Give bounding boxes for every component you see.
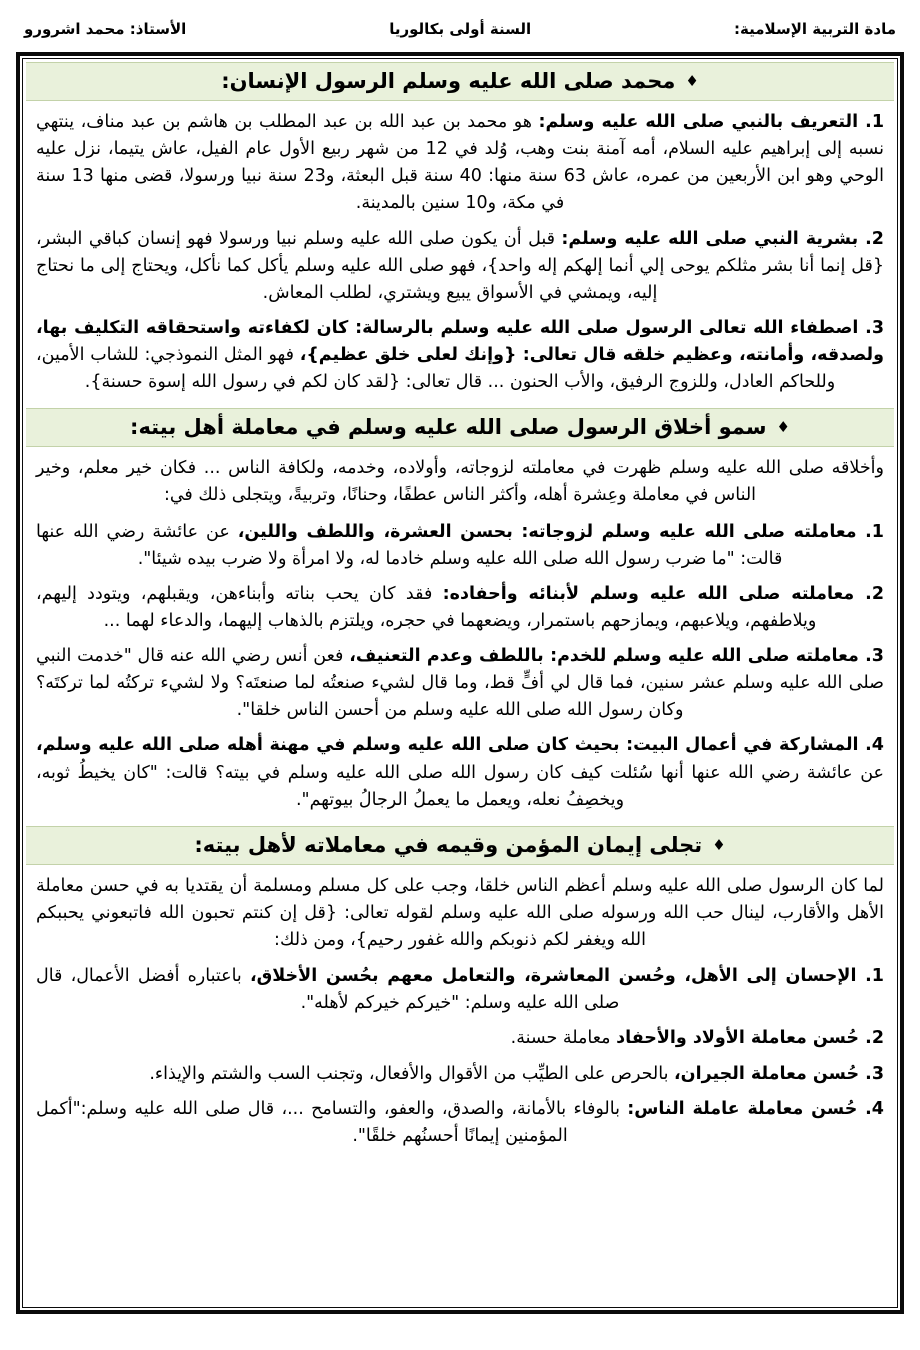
list-item [36, 109, 884, 218]
list-item [36, 1025, 884, 1052]
item-text: فقد كان يحب بناته وأبناءهن، ويقبلهم، ويتودد إليهم، ويلاطفهم، ويلاعبهم، ويمازحهم باستمرار، ويضعهما في حجره، ويلتزم بالذهاب إليهما، والدعاء لهما ... [36, 583, 817, 631]
item-text: بالوفاء بالأمانة، والصدق، والعفو، والتسامح ...، قال صلى الله عليه وسلم:"أكمل المؤمنين إيمانًا أحسنُهم خلقًا". [36, 1098, 620, 1146]
item-lead: التعريف بالنبي صلى الله عليه وسلم: [538, 112, 859, 132]
section-2-title-bar [26, 408, 894, 447]
item-lead: حُسن معاملة الأولاد والأحفاد [616, 1028, 860, 1049]
item-lead: اصطفاء الله تعالى الرسول صلى الله عليه وسلم بالرسالة: كان لكفاءته واستحقاقه التكليف بها، ولصدقه، وأمانته، وعظيم خلقه قال تعالى: {وإنك لعلى خلق عظيم}، [36, 317, 884, 365]
item-text: فهو المثل النموذجي: للشاب الأمين، وللحاكم العادل، وللزوج الرفيق، والأب الحنون ... قال تعالى: {لقد كان لكم في رسول الله إسوة حسنة}. [36, 345, 836, 393]
document-frame-inner [22, 58, 898, 1308]
document-frame [16, 52, 904, 1314]
section-3-intro: لما كان الرسول صلى الله عليه وسلم أعظم الناس خلقا، وجب على كل مسلم ومسلمة أن يقتديا به في حسن معاملة الأهل والأقارب، لينال حب الله ورسوله صلى الله عليه وسلم لقوله تعالى: {قل إن كنتم تحبون الله فاتبعوني يحببكم الله ويغفر لكم ذنوبكم والله غفور رحيم}، ومن ذلك: [36, 875, 884, 950]
section-1-items [36, 109, 884, 396]
section-2-content [23, 455, 897, 814]
section-2-intro: وأخلاقه صلى الله عليه وسلم ظهرت في معاملته لزوجاته، وأولاده، وخدمه، ولكافة الناس ... فكان خير معلم، وخير الناس في معاملة وعِشرة أهله، وأكثر الناس عطفًا، وحنانًا، وتربيةً، ويتجلى ذلك في: [36, 458, 884, 506]
section-1-content [23, 109, 897, 396]
diamond-icon: ♦ [712, 835, 726, 854]
list-item [36, 315, 884, 396]
page-header [24, 20, 896, 38]
teacher-label: الأستاذ: محمد اشرورو [24, 20, 187, 38]
subject-label: مادة التربية الإسلامية: [734, 20, 896, 38]
list-item [36, 1096, 884, 1150]
item-lead: بشرية النبي صلى الله عليه وسلم: [561, 228, 859, 249]
section-3-title: تجلى إيمان المؤمن وقيمه في معاملاته لأهل بيته: [194, 832, 703, 857]
grade-label: السنة أولى بكالوريا [389, 20, 532, 38]
section-2-items [36, 519, 884, 814]
item-text: عن عائشة رضي الله عنها أنها سُئلت كيف كان رسول الله صلى الله عليه وسلم في بيته؟ قالت: "كان يخيطُ ثوبه، ويخصِفُ نعله، ويعمل ما يعملُ الرجالُ بيوتهم". [36, 762, 884, 810]
section-1-title-bar [26, 62, 894, 101]
item-lead: معاملته صلى الله عليه وسلم لأبنائه وأحفاده: [442, 583, 855, 604]
item-text: فعن أنس رضي الله عنه قال "خدمت النبي صلى الله عليه وسلم عشر سنين، فما قال لي أفٍّ قط، وما قال لشيء صنعتُه لما صنعتَه؟ ولا لشيء تركتُه لما تركتَه؟ وكان رسول الله صلى الله عليه وسلم من أحسن الناس خلقا". [36, 646, 884, 721]
section-2-title: سمو أخلاق الرسول صلى الله عليه وسلم في معاملة أهل بيته: [130, 415, 767, 440]
list-item [36, 1061, 884, 1088]
list-item [36, 732, 884, 813]
diamond-icon: ♦ [685, 72, 699, 90]
list-item [36, 581, 884, 635]
list-item [36, 963, 884, 1017]
section-3-title-bar [26, 826, 894, 865]
item-lead: حُسن معاملة الجيران، [674, 1063, 860, 1084]
item-lead: المشاركة في أعمال البيت: بحيث كان صلى الله عليه وسلم في مهنة أهله صلى الله عليه وسلم، [36, 735, 859, 756]
item-lead: معاملته صلى الله عليه وسلم لزوجاته: بحسن العشرة، واللطف واللين، [237, 521, 857, 542]
section-3-items [36, 963, 884, 1150]
section-3-content [23, 873, 897, 1150]
item-lead: معاملته صلى الله عليه وسلم للخدم: باللطف وعدم التعنيف، [349, 646, 859, 666]
item-text: قبل أن يكون صلى الله عليه وسلم نبيا ورسولا فهو إنسان كباقي البشر، {قل إنما أنا بشر مثلكم يوحى إلي أنما إلهكم إله واحد}، فهو صلى الله عليه وسلم يأكل كما نأكل، ويحتاج إلى ما نحتاج إليه، ويمشي في الأسواق يبيع ويشتري، لطلب المعاش. [36, 228, 884, 303]
item-text: باعتباره أفضل الأعمال، قال صلى الله عليه وسلم: "خيركم خيركم لأهله". [36, 966, 620, 1014]
item-text: عن عائشة رضي الله عنها قالت: "ما ضرب رسول الله صلى الله عليه وسلم خادما له، ولا امرأة ولا ضرب بيده شيئا". [36, 521, 783, 569]
list-item [36, 226, 884, 307]
diamond-icon: ♦ [776, 418, 790, 437]
list-item [36, 519, 884, 573]
item-lead: الإحسان إلى الأهل، وحُسن المعاشرة، والتعامل معهم بحُسن الأخلاق، [249, 966, 857, 987]
list-item [36, 643, 884, 724]
item-text: هو محمد بن عبد الله بن عبد المطلب بن هاشم بن عبد مناف، ينتهي نسبه إلى إبراهيم عليه السلام، أمه آمنة بنت وهب، وُلد في 12 من شهر ربيع الأول عام الفيل، عاش يتيما، نزل عليه الوحي وهو ابن الأربعين من عمره، عاش 63 سنة منها: 40 سنة قبل البعثة، و23 سنة نبيا ورسولا، قضى منها 13 سنة في مكة، و10 سنين بالمدينة. [36, 112, 884, 214]
item-lead: حُسن معاملة عاملة الناس: [627, 1098, 858, 1119]
section-1-title: محمد صلى الله عليه وسلم الرسول الإنسان: [221, 69, 676, 93]
item-text: معاملة حسنة. [510, 1028, 611, 1049]
item-text: بالحرص على الطيِّب من الأقوال والأفعال، وتجنب السب والشتم والإيذاء. [149, 1063, 669, 1084]
